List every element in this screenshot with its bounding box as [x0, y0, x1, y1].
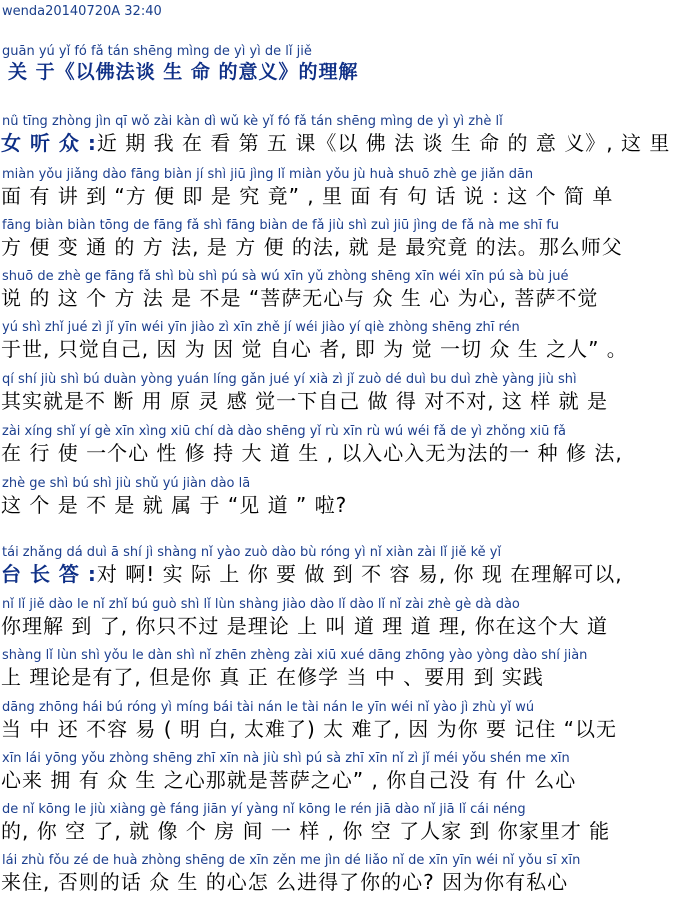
line-pinyin: dāng zhōng hái bú róng yì míng bái tài nán le tài nán le yīn wéi nǐ yào jì zhù yǐ wú [2, 700, 535, 715]
line-pinyin: de nǐ kōng le jiù xiàng gè fáng jiān yí yàng nǐ kōng le rén jiā dào nǐ jiā lǐ cái néng [2, 802, 526, 817]
line-pinyin: nǐ lǐ jiě dào le nǐ zhǐ bú guò shì lǐ lùn shàng jiào dào lǐ dào lǐ nǐ zài zhè gè dà dào [2, 597, 520, 612]
line-pinyin: lái zhù fǒu zé de huà zhòng shēng de xīn zěn me jìn dé liǎo nǐ de xīn yīn wéi nǐ yǒu sī xīn [2, 853, 581, 868]
line-text: 在 行 使 一个心 性 修 持 大 道 生 , 以入心入无为法的一 种 修 法, [1, 441, 623, 465]
title-pinyin: guān yú yǐ fó fǎ tán shēng mìng de yì yì de lǐ jiě [2, 44, 312, 59]
line-text: 方 便 变 通 的 方 法, 是 方 便 的法, 就 是 最究竟 的法。那么师父 [1, 235, 623, 259]
speaker-label: 女 听 众 : [1, 131, 97, 155]
line-text: 说 的 这 个 方 法 是 不是 “菩萨无心与 众 生 心 为心, 菩萨不觉 [1, 286, 599, 310]
line-pinyin: xīn lái yōng yǒu zhòng shēng zhī xīn nà jiù shì pú sà zhī xīn nǐ zì jǐ méi yǒu shén me xīn [2, 751, 570, 766]
line-text: 上 理论是有了, 但是你 真 正 在修学 当 中 、要用 到 实践 [1, 665, 544, 689]
line-text: 这 个 是 不 是 就 属 于 “见 道 ” 啦? [1, 493, 348, 517]
line-text: 于世, 只觉自己, 因 为 因 觉 自心 者, 即 为 觉 一切 众 生 之人” 。 [1, 337, 628, 361]
line-pinyin: zài xíng shǐ yí gè xīn xìng xiū chí dà dào shēng yǐ rù xīn rù wú wéi fǎ de yì zhǒng xiū fǎ [2, 424, 567, 439]
recording-header: wenda20140720A 32:40 [2, 4, 162, 19]
line-text [1, 562, 688, 586]
line-text: 面 有 讲 到 “方 便 即 是 究 竟” , 里 面 有 句 话 说 : 这 个 简 单 [1, 184, 614, 208]
line-text: 来住, 否则的话 众 生 的心怎 么进得了你的心? 因为你有私心 [1, 870, 569, 894]
line-text: 其实就是不 断 用 原 灵 感 觉一下自己 做 得 对不对, 这 样 就 是 [1, 389, 609, 413]
line-text: 心来 拥 有 众 生 之心那就是菩萨之心” , 你自己没 有 什 么心 [1, 768, 577, 792]
title-text: 关 于《以佛法谈 生 命 的意义》的理解 [8, 61, 359, 83]
line-pinyin: shuō de zhè ge fāng fǎ shì bù shì pú sà wú xīn yǔ zhòng shēng xīn wéi xīn pú sà bù jué [2, 269, 569, 284]
speaker-label: 台 长 答 : [1, 562, 97, 586]
line-text: 的, 你 空 了, 就 像 个 房 间 一 样 , 你 空 了人家 到 你家里才 能 [1, 819, 611, 843]
line-pinyin: nǚ tīng zhòng jìn qī wǒ zài kàn dì wǔ kè yǐ fó fǎ tán shēng mìng de yì yì zhè lǐ [2, 114, 503, 129]
line-text: 当 中 还 不容 易 ( 明 白, 太难了) 太 难了, 因 为你 要 记住 “以无 [1, 717, 618, 741]
line-pinyin: fāng biàn biàn tōng de fāng fǎ shì fāng biàn de fǎ jiù shì zuì jiū jìng de fǎ nà me shī fu [2, 218, 560, 233]
line-pinyin: zhè ge shì bú shì jiù shǔ yú jiàn dào lā [2, 476, 251, 491]
line-pinyin: qí shí jiù shì bú duàn yòng yuán líng gǎn jué yí xià zì jǐ zuò dé duì bu duì zhè yàng jiù shì [2, 372, 577, 387]
line-pinyin: yú shì zhǐ jué zì jǐ yīn wéi yīn jiào zì xīn zhě jí wéi jiào yí qiè zhòng shēng zhī rén [2, 320, 520, 335]
line-text: 你理解 到 了, 你只不过 是理论 上 叫 道 理 道 理, 你在这个大 道 [1, 614, 609, 638]
line-hanzi: 对 啊! 实 际 上 你 要 做 到 不 容 易, 你 现 在理解可以, [96, 562, 623, 586]
line-text [1, 131, 688, 155]
line-hanzi: 近 期 我 在 看 第 五 课《以 佛 法 谈 生 命 的 意 义》, 这 里 [96, 131, 671, 155]
line-pinyin: tái zhǎng dá duì ā shí jì shàng nǐ yào zuò dào bù róng yì nǐ xiàn zài lǐ jiě kě yǐ [2, 545, 502, 560]
line-pinyin: shàng lǐ lùn shì yǒu le dàn shì nǐ zhēn zhèng zài xiū xué dāng zhōng yào yòng dào shí jiàn [2, 648, 588, 663]
line-pinyin: miàn yǒu jiǎng dào fāng biàn jí shì jiū jìng lǐ miàn yǒu jù huà shuō zhè ge jiǎn dān [2, 167, 534, 182]
